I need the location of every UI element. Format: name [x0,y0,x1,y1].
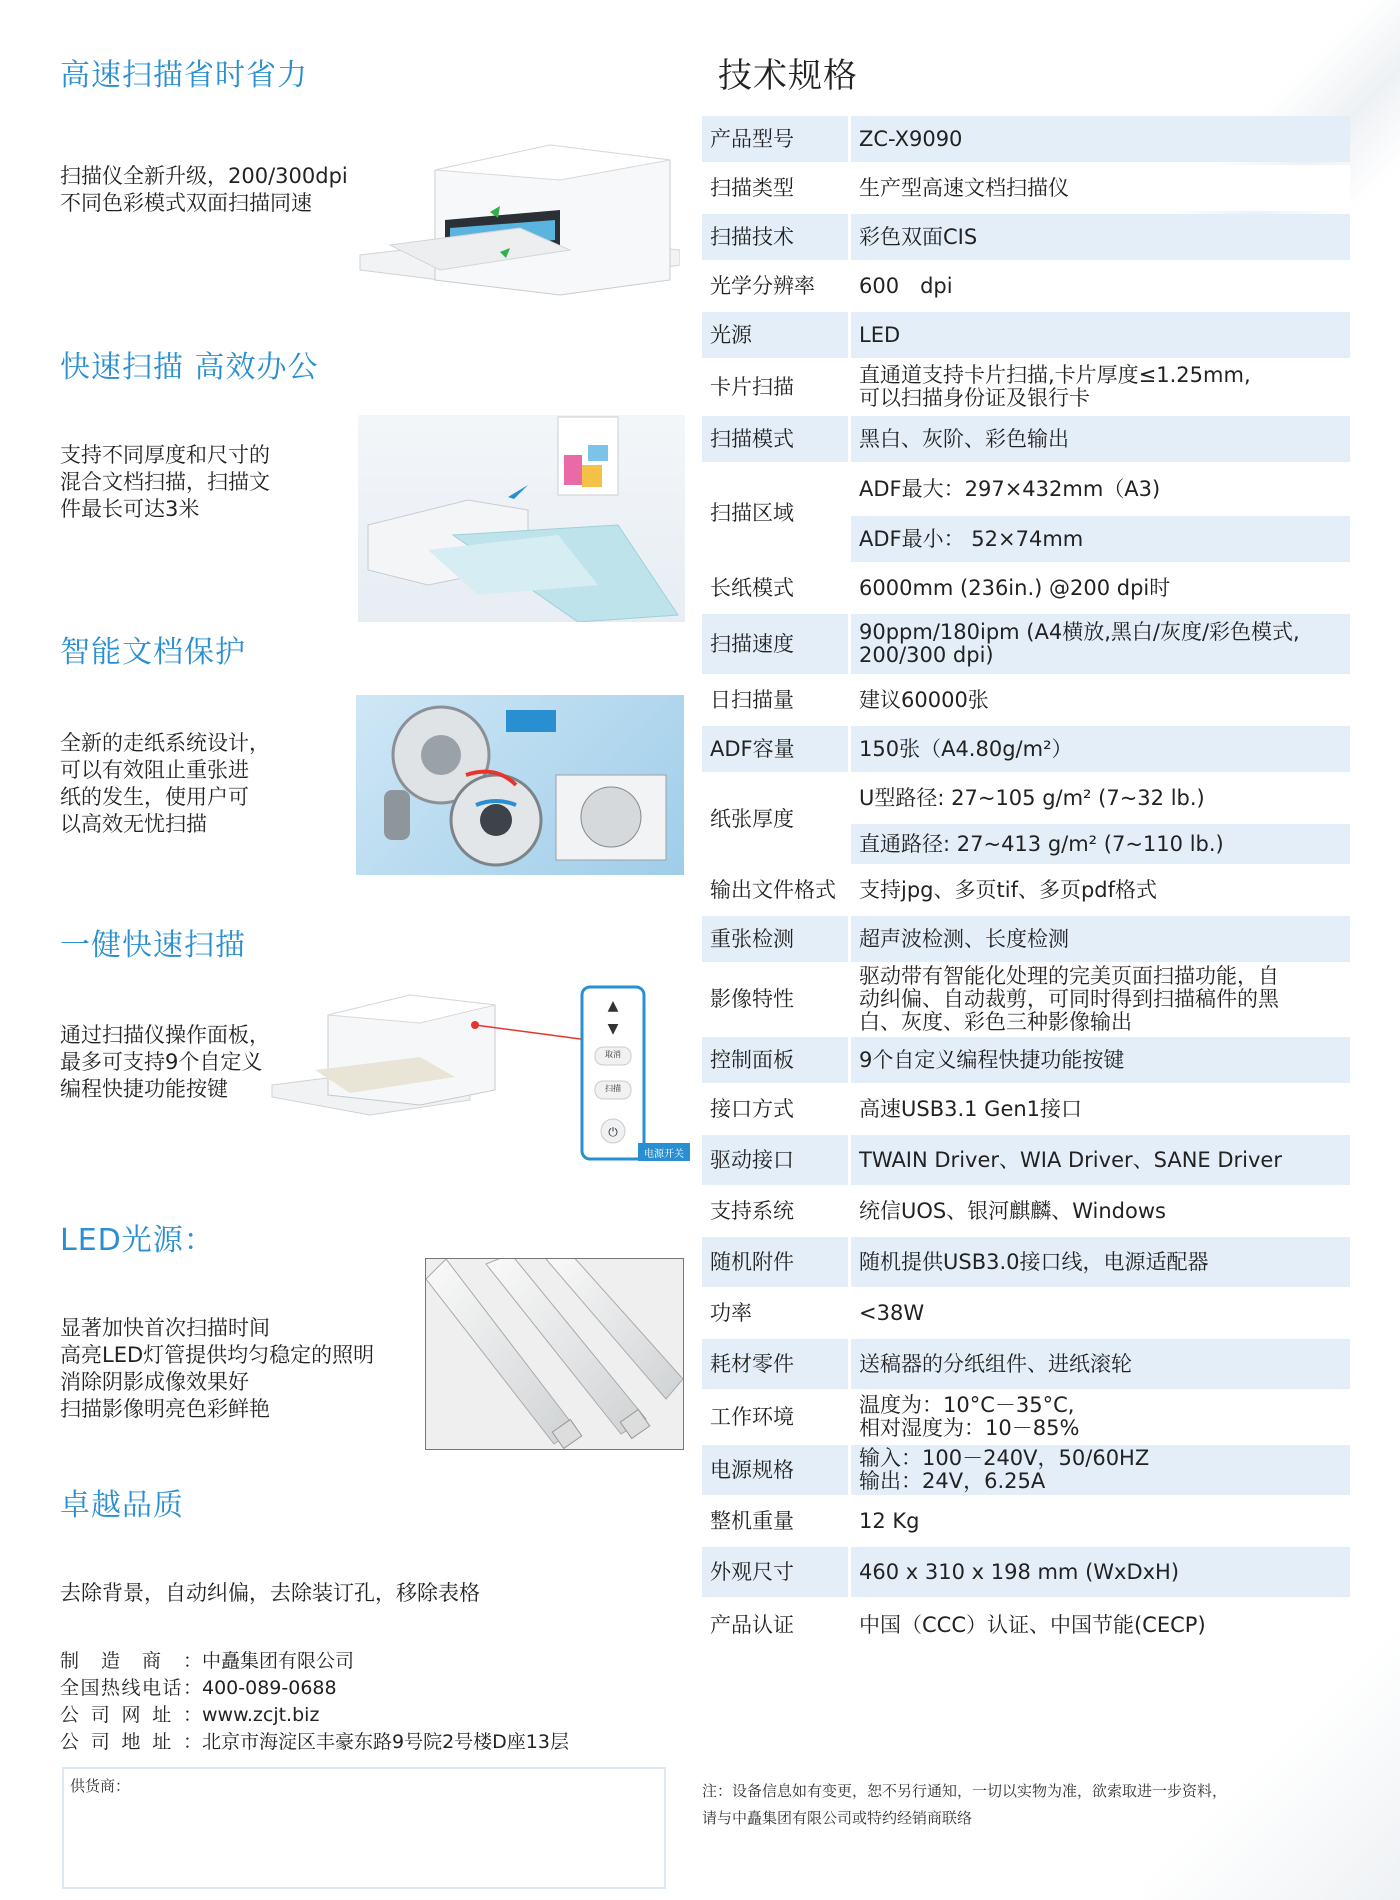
spec-row [702,775,1350,821]
spec-row [702,677,1350,723]
spec-key: 电源规格 [702,1445,851,1495]
spec-key: 耗材零件 [702,1339,851,1389]
spec-key: 长纸模式 [702,565,851,611]
spec-row [702,867,1350,913]
spec-row [702,1188,1350,1234]
spec-row [702,565,1350,611]
svg-text:▼: ▼ [607,1021,619,1037]
spec-value: 送稿器的分纸组件、进纸滚轮 [851,1339,1350,1389]
spec-key: 接口方式 [702,1086,851,1132]
spec-value: <38W [851,1290,1350,1336]
feature-title: 智能文档保护 [60,635,246,670]
spec-key: 日扫描量 [702,677,851,723]
spec-value: 温度为：10°C－35°C, 相对湿度为：10－85% [851,1392,1350,1442]
supplier-label: 供货商： [70,1777,131,1795]
spec-key: 驱动接口 [702,1135,851,1185]
manufacturer-info: 制造商：中矗集团有限公司 全国热线电话：400-089-0688 公司网址：www.zcjt.biz 公司地址：北京市海淀区丰豪东路9号院2号楼D座13层 [60,1650,569,1753]
spec-value: 彩色双面CIS [851,214,1350,260]
spec-key: 整机重量 [702,1498,851,1544]
spec-table [702,113,1350,1653]
spec-key: 光源 [702,312,851,358]
spec-row [702,165,1350,211]
spec-row [702,1237,1350,1287]
spec-key: 功率 [702,1290,851,1336]
spec-key: 影像特性 [702,965,851,1034]
spec-row [702,416,1350,462]
spec-value: 460 x 310 x 198 mm (WxDxH) [851,1547,1350,1597]
svg-text:⏻: ⏻ [608,1125,618,1139]
spec-row [702,1498,1350,1544]
spec-row [702,1135,1350,1185]
spec-value: ADF最小： 52×74mm [851,516,1350,562]
control-panel-image [270,985,690,1165]
spec-value: 统信UOS、银河麒麟、Windows [851,1188,1350,1234]
spec-row [702,965,1350,1034]
feature-title: 卓越品质 [60,1488,184,1523]
paper-roller-image [356,695,684,875]
spec-key: 重张检测 [702,916,851,962]
spec-row [702,465,1350,513]
spec-value: 直通路径: 27~413 g/m² (7~110 lb.) [851,824,1350,864]
spec-row [702,1547,1350,1597]
spec-row [702,726,1350,772]
spec-value: 建议60000张 [851,677,1350,723]
spec-key: 支持系统 [702,1188,851,1234]
feature-title: 高速扫描省时省力 [60,58,308,93]
spec-key: 控制面板 [702,1037,851,1083]
spec-value: ZC-X9090 [851,116,1350,162]
footnote: 注：设备信息如有变更，恕不另行通知，一切以实物为准，欲索取进一步资料， 请与中矗集团有限公司或特约经销商联络 [702,1782,1228,1827]
feature-title: 快速扫描 高效办公 [60,350,319,385]
spec-value: 超声波检测、长度检测 [851,916,1350,962]
spec-row [702,916,1350,962]
spec-value: 驱动带有智能化处理的完美页面扫描功能，自 动纠偏、自动裁剪，可同时得到扫描稿件的黑 白、灰度、彩色三种影像输出 [851,965,1350,1034]
supplier-box [62,1767,666,1889]
features-column [0,0,690,1900]
feature-desc: 通过扫描仪操作面板， 最多可支持9个自定义 编程快捷功能按键 [60,1023,270,1101]
spec-value: 12 Kg [851,1498,1350,1544]
spec-key: ADF容量 [702,726,851,772]
spec-key: 输出文件格式 [702,867,851,913]
svg-text:▲: ▲ [607,998,619,1014]
feature-desc: 支持不同厚度和尺寸的 混合文档扫描，扫描文 件最长可达3米 [60,443,270,521]
feature-desc: 扫描仪全新升级，200/300dpi 不同色彩模式双面扫描同速 [60,164,348,215]
led-tube-image [425,1258,684,1450]
spec-value: U型路径: 27~105 g/m² (7~32 lb.) [851,775,1350,821]
spec-row [702,1339,1350,1389]
spec-key: 光学分辨率 [702,263,851,309]
spec-row [702,1445,1350,1495]
spec-row [702,1290,1350,1336]
spec-value: 600 dpi [851,263,1350,309]
spec-value: 高速USB3.1 Gen1接口 [851,1086,1350,1132]
cancel-button-label: 取消 [605,1050,621,1059]
spec-value: 生产型高速文档扫描仪 [851,165,1350,211]
feature-desc: 全新的走纸系统设计， 可以有效阻止重张进 纸的发生，使用户可 以高效无忧扫描 [60,731,270,836]
spec-key: 产品认证 [702,1600,851,1650]
spec-value: 90ppm/180ipm (A4横放,黑白/灰度/彩色模式, 200/300 dpi) [851,614,1350,674]
feature-desc: 去除背景，自动纠偏，去除装订孔，移除表格 [60,1581,480,1605]
spec-key: 扫描技术 [702,214,851,260]
spec-value: 9个自定义编程快捷功能按键 [851,1037,1350,1083]
spec-row [702,312,1350,358]
power-switch-label: 电源开关 [644,1149,684,1160]
spec-key: 工作环境 [702,1392,851,1442]
spec-key: 纸张厚度 [702,775,851,864]
spec-key: 扫描类型 [702,165,851,211]
spec-row [702,263,1350,309]
spec-title: 技术规格 [718,56,858,96]
mixed-document-image [358,415,685,622]
feature-desc: 显著加快首次扫描时间 高亮LED灯管提供均匀稳定的照明 消除阴影成像效果好 扫描影像明亮色彩鲜艳 [60,1316,375,1421]
spec-row [702,1600,1350,1650]
spec-value: 支持jpg、多页tif、多页pdf格式 [851,867,1350,913]
spec-key: 扫描区域 [702,465,851,562]
spec-row [702,1037,1350,1083]
spec-value: 6000mm (236in.) @200 dpi时 [851,565,1350,611]
spec-value: 150张（A4.80g/m²） [851,726,1350,772]
spec-row [702,1086,1350,1132]
spec-value: 输入：100－240V，50/60HZ 输出：24V，6.25A [851,1445,1350,1495]
spec-key: 扫描模式 [702,416,851,462]
spec-key: 随机附件 [702,1237,851,1287]
spec-value: 黑白、灰阶、彩色输出 [851,416,1350,462]
spec-column [700,0,1360,1900]
spec-value: LED [851,312,1350,358]
spec-row [702,214,1350,260]
spec-key: 产品型号 [702,116,851,162]
spec-value: TWAIN Driver、WIA Driver、SANE Driver [851,1135,1350,1185]
feature-title: LED光源： [60,1223,215,1258]
feature-title: 一健快速扫描 [60,928,246,963]
spec-row [702,116,1350,162]
spec-value: 中国（CCC）认证、中国节能(CECP) [851,1600,1350,1650]
spec-value: 随机提供USB3.0接口线，电源适配器 [851,1237,1350,1287]
scan-button-label: 扫描 [605,1084,621,1093]
spec-value: ADF最大：297×432mm（A3) [851,465,1350,513]
scanner-image [350,140,680,300]
spec-key: 外观尺寸 [702,1547,851,1597]
spec-row [702,361,1350,413]
spec-value: 直通道支持卡片扫描,卡片厚度≤1.25mm, 可以扫描身份证及银行卡 [851,361,1350,413]
spec-key: 卡片扫描 [702,361,851,413]
spec-key: 扫描速度 [702,614,851,674]
spec-row [702,614,1350,674]
spec-row [702,1392,1350,1442]
